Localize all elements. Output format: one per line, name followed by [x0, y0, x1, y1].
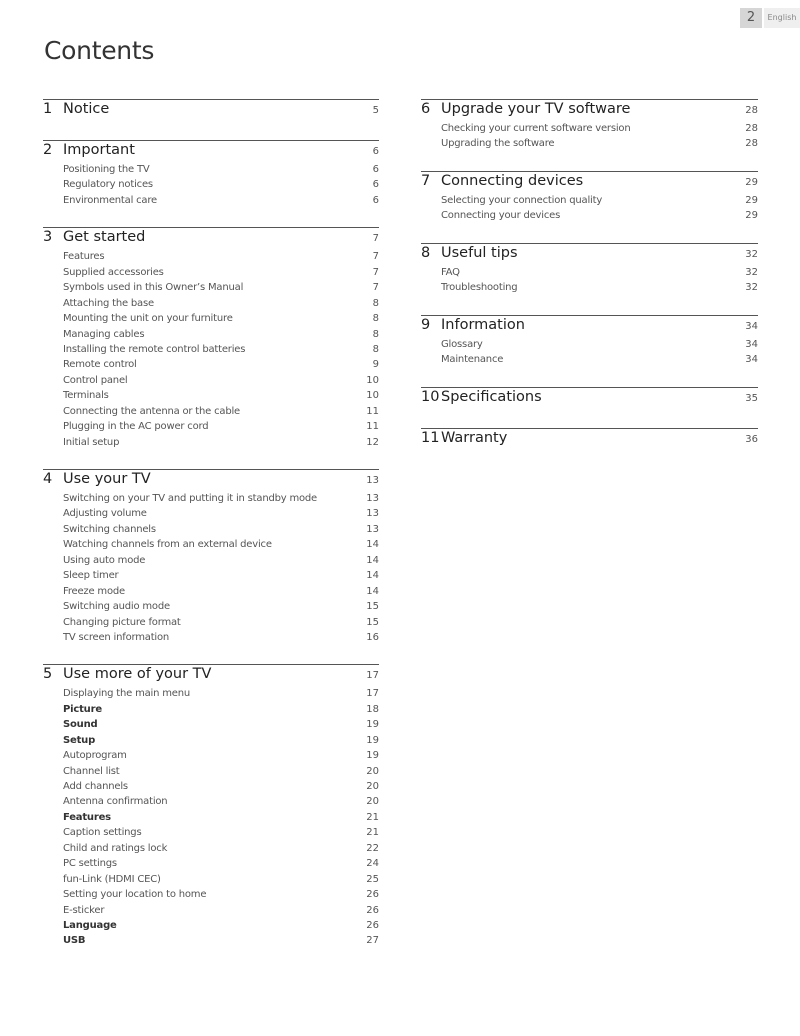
toc-entry[interactable] [43, 508, 379, 523]
toc-entry[interactable] [43, 688, 379, 703]
section-page-number: 28 [745, 105, 758, 116]
toc-entry[interactable] [43, 524, 379, 539]
toc-entry[interactable] [43, 827, 379, 842]
entry-page-number: 25 [366, 873, 379, 885]
entry-title: Switching channels [63, 523, 156, 535]
section-entry-list [43, 688, 379, 950]
entry-title: Add channels [63, 781, 128, 792]
entry-title: Caption settings [63, 827, 142, 839]
entry-title: Selecting your connection quality [441, 194, 603, 206]
entry-page-number: 9 [372, 359, 379, 371]
entry-title: Watching channels from an external device [63, 539, 272, 551]
entry-title: fun-Link (HDMI CEC) [63, 873, 161, 885]
entry-page-number: 15 [366, 601, 379, 613]
section-heading[interactable] [421, 430, 758, 452]
entry-page-number: 34 [745, 338, 758, 350]
entry-title: Freeze mode [63, 585, 125, 597]
entry-page-number: 14 [366, 570, 379, 582]
section-page-number: 7 [372, 233, 379, 245]
section-page-number: 35 [745, 392, 758, 404]
toc-entry[interactable] [43, 750, 379, 765]
entry-page-number: 21 [366, 827, 379, 839]
section-title: Important [63, 142, 135, 158]
toc-entry[interactable] [43, 858, 379, 873]
entry-page-number: 12 [366, 436, 379, 448]
toc-entry[interactable] [43, 406, 379, 421]
toc-section [43, 227, 379, 452]
entry-page-number: 10 [366, 374, 379, 386]
section-page-number: 17 [366, 670, 379, 682]
entry-title: Glossary [441, 338, 483, 350]
entry-page-number: 20 [366, 781, 379, 792]
entry-page-number: 11 [366, 421, 379, 433]
toc-entry[interactable] [43, 437, 379, 452]
page-tab [740, 8, 800, 28]
section-number: 7 [421, 172, 431, 189]
toc-entry[interactable] [43, 164, 379, 179]
entry-title: Initial setup [63, 436, 120, 448]
entry-page-number: 6 [372, 164, 379, 175]
entry-page-number: 27 [366, 935, 379, 947]
language-label: English [764, 8, 800, 28]
toc-entry[interactable] [43, 905, 379, 920]
entry-title: Plugging in the AC power cord [63, 421, 209, 433]
section-page-number: 36 [745, 433, 758, 445]
toc-entry[interactable] [43, 282, 379, 297]
section-title: Useful tips [441, 244, 518, 261]
section-entry-list [421, 195, 758, 226]
entry-page-number: 26 [366, 889, 379, 901]
toc-entry[interactable] [421, 282, 758, 297]
section-number: 3 [43, 229, 53, 246]
toc-entry[interactable] [43, 313, 379, 328]
section-entry-list [43, 493, 379, 647]
section-heading[interactable] [43, 229, 379, 251]
section-number: 4 [43, 471, 53, 487]
entry-title: Sleep timer [63, 570, 119, 582]
section-heading[interactable] [421, 389, 758, 411]
entry-title: Mounting the unit on your furniture [63, 313, 233, 325]
toc-entry[interactable] [43, 195, 379, 210]
entry-title: Regulatory notices [63, 179, 153, 191]
toc-entry[interactable] [43, 796, 379, 811]
section-number: 6 [421, 101, 431, 117]
entry-title: Channel list [63, 765, 120, 777]
entry-page-number: 8 [372, 313, 379, 325]
toc-entry[interactable] [43, 267, 379, 282]
entry-title: Features [63, 811, 111, 823]
toc-entry[interactable] [421, 195, 758, 210]
toc-entry[interactable] [43, 555, 379, 570]
entry-title: Switching on your TV and putting it in standby mode [63, 493, 318, 504]
section-page-number: 13 [366, 475, 379, 486]
toc-section [421, 387, 758, 411]
toc-entry[interactable] [43, 920, 379, 935]
section-title: Information [441, 316, 525, 333]
entry-title: Terminals [63, 390, 109, 402]
entry-title: Environmental care [63, 194, 158, 206]
entry-title: Installing the remote control batteries [63, 343, 246, 355]
entry-title: Positioning the TV [63, 164, 150, 175]
section-heading[interactable] [421, 317, 758, 339]
section-page-number: 29 [745, 176, 758, 188]
toc-entry[interactable] [43, 390, 379, 405]
toc-entry[interactable] [43, 781, 379, 796]
toc-entry[interactable] [43, 735, 379, 750]
section-title: Get started [63, 229, 146, 246]
entry-page-number: 7 [372, 266, 379, 278]
entry-title: Upgrading the software [441, 138, 555, 150]
section-title: Specifications [441, 388, 542, 405]
entry-title: Setting your location to home [63, 889, 207, 901]
entry-page-number: 13 [366, 493, 379, 504]
entry-page-number: 10 [366, 390, 379, 402]
toc-entry[interactable] [43, 812, 379, 827]
toc-section [421, 428, 758, 452]
section-number: 10 [421, 388, 440, 405]
entry-title: Adjusting volume [63, 508, 147, 520]
section-page-number: 6 [372, 146, 379, 157]
entry-page-number: 18 [366, 703, 379, 715]
toc-entry[interactable] [43, 375, 379, 390]
entry-title: Changing picture format [63, 616, 181, 628]
toc-entry[interactable] [43, 889, 379, 904]
section-heading[interactable] [43, 471, 379, 493]
entry-title: Displaying the main menu [63, 688, 191, 700]
entry-title: Antenna confirmation [63, 796, 168, 808]
entry-title: Autoprogram [63, 750, 127, 762]
toc-entry[interactable] [43, 421, 379, 436]
entry-title: Using auto mode [63, 554, 146, 566]
entry-page-number: 29 [745, 210, 758, 222]
section-title: Use more of your TV [63, 666, 212, 683]
entry-page-number: 14 [366, 554, 379, 566]
entry-page-number: 8 [372, 297, 379, 309]
toc-section [421, 315, 758, 370]
entry-title: Connecting the antenna or the cable [63, 405, 241, 417]
toc-entry[interactable] [43, 766, 379, 781]
section-entry-list [421, 123, 758, 154]
toc-section [421, 243, 758, 298]
entry-page-number: 34 [745, 354, 758, 366]
entry-page-number: 8 [372, 343, 379, 355]
toc-entry[interactable] [43, 344, 379, 359]
section-number: 1 [43, 101, 53, 117]
entry-page-number: 8 [372, 328, 379, 340]
section-page-number: 34 [745, 320, 758, 332]
entry-title: Features [63, 251, 105, 263]
entry-page-number: 6 [372, 194, 379, 206]
section-number: 2 [43, 142, 53, 158]
entry-page-number: 15 [366, 616, 379, 628]
entry-page-number: 20 [366, 796, 379, 808]
section-heading[interactable] [43, 142, 379, 164]
entry-title: Attaching the base [63, 297, 154, 309]
entry-title: Connecting your devices [441, 210, 561, 222]
page-title: Contents [44, 36, 155, 65]
section-entry-list [421, 339, 758, 370]
entry-page-number: 13 [366, 523, 379, 535]
entry-page-number: 24 [366, 858, 379, 870]
section-title: Use your TV [63, 471, 151, 487]
entry-page-number: 13 [366, 508, 379, 520]
toc-entry[interactable] [43, 935, 379, 950]
toc-entry[interactable] [43, 617, 379, 632]
toc-entry[interactable] [421, 267, 758, 282]
toc-entry[interactable] [43, 329, 379, 344]
entry-title: Supplied accessories [63, 266, 164, 278]
toc-section [421, 171, 758, 226]
page-number: 2 [740, 8, 762, 28]
toc-entry[interactable] [43, 298, 379, 313]
toc-left-column [43, 99, 379, 968]
toc-right-column [421, 99, 758, 469]
section-heading[interactable] [421, 173, 758, 195]
entry-page-number: 7 [372, 251, 379, 263]
entry-page-number: 32 [745, 282, 758, 294]
section-entry-list [43, 251, 379, 452]
entry-title: Remote control [63, 359, 137, 371]
entry-title: Sound [63, 719, 98, 731]
toc-entry[interactable] [43, 601, 379, 616]
toc-entry[interactable] [43, 874, 379, 889]
toc-entry[interactable] [421, 339, 758, 354]
section-number: 9 [421, 316, 431, 333]
section-entry-list [43, 164, 379, 210]
toc-entry[interactable] [43, 179, 379, 194]
toc-entry[interactable] [43, 704, 379, 719]
entry-title: Symbols used in this Owner’s Manual [63, 282, 244, 294]
toc-entry[interactable] [43, 251, 379, 266]
entry-page-number: 11 [366, 405, 379, 417]
section-title: Notice [63, 101, 110, 117]
section-heading[interactable] [43, 666, 379, 688]
toc-entry[interactable] [43, 570, 379, 585]
entry-title: USB [63, 935, 86, 947]
entry-page-number: 19 [366, 719, 379, 731]
toc-entry[interactable] [421, 210, 758, 225]
entry-page-number: 28 [745, 123, 758, 134]
entry-title: Language [63, 919, 117, 931]
toc-entry[interactable] [43, 493, 379, 508]
toc-entry[interactable] [43, 586, 379, 601]
entry-page-number: 7 [372, 282, 379, 294]
toc-entry[interactable] [43, 539, 379, 554]
entry-title: E-sticker [63, 904, 105, 916]
entry-title: Setup [63, 734, 96, 746]
section-page-number: 5 [372, 105, 379, 116]
section-heading[interactable] [421, 101, 758, 123]
entry-page-number: 29 [745, 194, 758, 206]
entry-title: Checking your current software version [441, 123, 631, 134]
entry-page-number: 17 [366, 688, 379, 700]
entry-page-number: 6 [372, 179, 379, 191]
entry-page-number: 20 [366, 765, 379, 777]
section-heading[interactable] [43, 101, 379, 123]
toc-section [43, 99, 379, 123]
entry-page-number: 16 [366, 631, 379, 643]
entry-page-number: 14 [366, 585, 379, 597]
section-entry-list [421, 267, 758, 298]
entry-title: FAQ [441, 266, 460, 278]
entry-title: Managing cables [63, 328, 145, 340]
entry-title: Control panel [63, 374, 128, 386]
section-title: Upgrade your TV software [441, 101, 631, 117]
section-title: Warranty [441, 429, 508, 446]
section-number: 8 [421, 244, 431, 261]
toc-entry[interactable] [421, 354, 758, 369]
section-heading[interactable] [421, 245, 758, 267]
toc-entry[interactable] [43, 843, 379, 858]
entry-page-number: 19 [366, 734, 379, 746]
entry-title: Maintenance [441, 354, 504, 366]
toc-entry[interactable] [43, 359, 379, 374]
entry-page-number: 26 [366, 919, 379, 931]
entry-page-number: 22 [366, 842, 379, 854]
entry-page-number: 19 [366, 750, 379, 762]
toc-entry[interactable] [43, 632, 379, 647]
entry-page-number: 26 [366, 904, 379, 916]
toc-section [43, 469, 379, 647]
section-page-number: 32 [745, 248, 758, 260]
entry-page-number: 21 [366, 811, 379, 823]
entry-title: TV screen information [63, 631, 170, 643]
toc-section [43, 664, 379, 950]
entry-page-number: 32 [745, 266, 758, 278]
entry-page-number: 14 [366, 539, 379, 551]
entry-title: PC settings [63, 858, 117, 870]
entry-title: Picture [63, 703, 102, 715]
toc-section [421, 99, 758, 154]
section-number: 11 [421, 429, 440, 446]
section-number: 5 [43, 666, 53, 683]
entry-title: Troubleshooting [441, 282, 518, 294]
toc-entry[interactable] [43, 719, 379, 734]
entry-title: Switching audio mode [63, 601, 170, 613]
entry-title: Child and ratings lock [63, 842, 168, 854]
toc-entry[interactable] [421, 138, 758, 153]
section-title: Connecting devices [441, 172, 584, 189]
toc-section [43, 140, 379, 210]
entry-page-number: 28 [745, 138, 758, 150]
toc-entry[interactable] [421, 123, 758, 138]
